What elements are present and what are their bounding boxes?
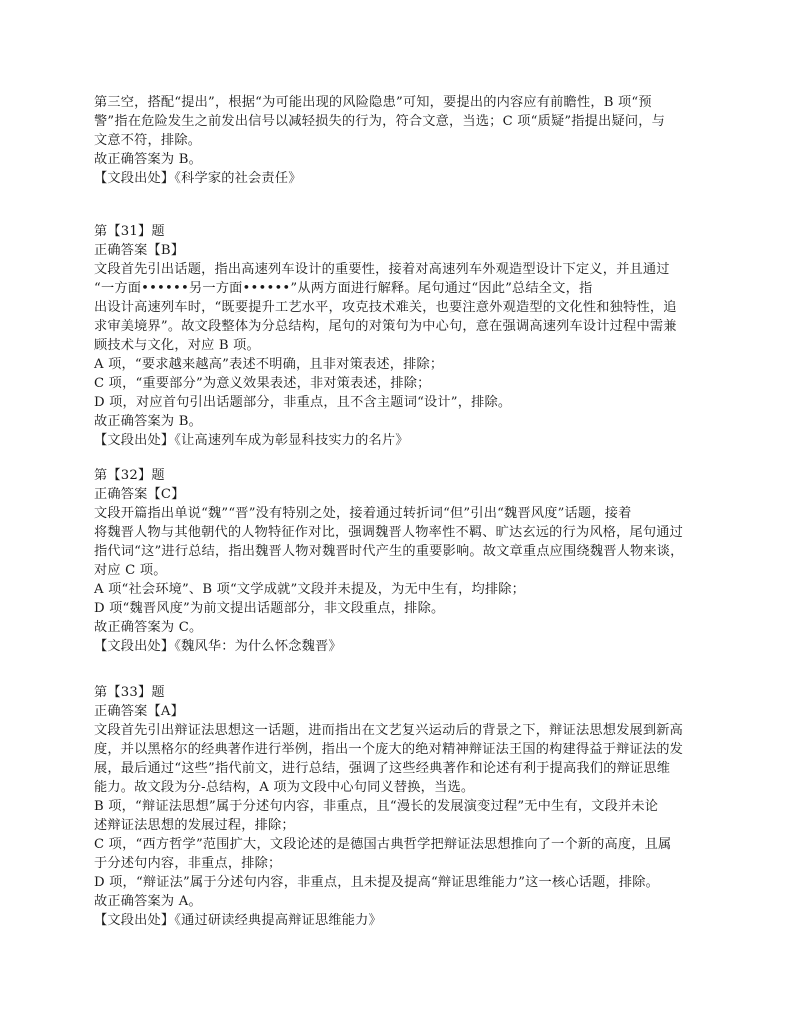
text-line: D 项“魏晋风度”为前文提出话题部分，非文段重点，排除。 <box>94 601 445 616</box>
text-line: 对应 C 项。 <box>94 563 167 578</box>
text-line: C 项，“西方哲学”范围扩大，文段论述的是德国古典哲学把辩证法思想推向了一个新的高度，且属 <box>94 837 672 852</box>
text-line: 将魏晋人物与其他朝代的人物特征作对比，强调魏晋人物率性不羁、旷达玄远的行为风格，尾句通过 <box>94 525 684 540</box>
text-line: 故正确答案为 C。 <box>94 620 203 635</box>
correct-answer: 正确答案【A】 <box>94 704 185 719</box>
text-line: A 项，“要求越来越高”表述不明确，且非对策表述，排除； <box>94 357 444 372</box>
text-line: C 项，“重要部分”为意义效果表述，非对策表述，排除； <box>94 376 431 391</box>
correct-answer: 正确答案【B】 <box>94 243 185 258</box>
text-line: 文段开篇指出单说“魏”“晋”没有特别之处，接着通过转折词“但”引出“魏晋风度”话题，接着 <box>94 506 632 521</box>
text-line: 文意不符，排除。 <box>94 133 202 148</box>
text-line: 指代词“这”进行总结，指出魏晋人物对魏晋时代产生的重要影响。故文章重点应围绕魏晋人物来谈， <box>94 544 684 559</box>
text-line: 求审美境界”。故文段整体为分总结构，尾句的对策句为中心句，意在强调高速列车设计过程中需兼 <box>94 319 677 334</box>
source-line: 【文段出处】《通过研读经典提高辩证思维能力》 <box>94 913 382 928</box>
source-line: 【文段出处】《魏风华：为什么怀念魏晋》 <box>94 639 342 654</box>
text-line: A 项“社会环境”、B 项“文学成就”文段并未提及，为无中生有，均排除； <box>94 582 526 597</box>
question-title: 第【31】题 <box>94 224 165 239</box>
section-q31 <box>94 222 714 450</box>
text-line: 故正确答案为 A。 <box>94 894 202 909</box>
text-line: 文段首先引出话题，指出高速列车设计的重要性，接着对高速列车外观造型设计下定义，并且通过 <box>94 262 670 277</box>
section-q33 <box>94 683 714 930</box>
text-line: 故正确答案为 B。 <box>94 414 202 429</box>
text-line: 能力。故文段为分-总结构，A 项为文段中心句同义替换，当选。 <box>94 780 475 795</box>
text-line: 警”指在危险发生之前发出信号以减轻损失的行为，符合文意，当选；C 项“质疑”指提出疑问，与 <box>94 114 666 129</box>
source-line: 【文段出处】《科学家的社会责任》 <box>94 171 302 186</box>
text-line: D 项，“辩证法”属于分述句内容，非重点，且未提及提高“辩证思维能力”这一核心话题，排除。 <box>94 875 660 890</box>
text-line: B 项，“辩证法思想”属于分述句内容，非重点，且“漫长的发展演变过程”无中生有，文段并未论 <box>94 799 659 814</box>
text-line: 度，并以黑格尔的经典著作进行举例，指出一个庞大的绝对精神辩证法王国的构建得益于辩证法的发 <box>94 742 684 757</box>
question-title: 第【32】题 <box>94 468 165 483</box>
question-title: 第【33】题 <box>94 685 165 700</box>
text-line: 第三空，搭配“提出”，根据“为可能出现的风险隐患”可知，要提出的内容应有前瞻性，B 项“预 <box>94 95 652 110</box>
text-line: 述辩证法思想的发展过程，排除； <box>94 818 295 833</box>
source-line: 【文段出处】《让高速列车成为彰显科技实力的名片》 <box>94 433 409 448</box>
text-line: 于分述句内容，非重点，排除； <box>94 856 282 871</box>
text-line: 顾技术与文化，对应 B 项。 <box>94 338 260 353</box>
text-line: D 项，对应首句引出话题部分，非重点，且不含主题词“设计”，排除。 <box>94 395 512 410</box>
text-line: “一方面••••••另一方面••••••”从两方面进行解释。尾句通过“因此”总结全文，指 <box>94 281 593 296</box>
text-line: 文段首先引出辩证法思想这一话题，进而指出在文艺复兴运动后的背景之下，辩证法思想发展到新高 <box>94 723 684 738</box>
section-q32 <box>94 466 714 656</box>
text-line: 展，最后通过“这些”指代前文，进行总结，强调了这些经典著作和论述有利于提高我们的辩证思维 <box>94 761 671 776</box>
text-line: 出设计高速列车时，“既要提升工艺水平，攻克技术难关，也要注意外观造型的文化性和独特性，追 <box>94 300 677 315</box>
section-q30-continuation <box>94 93 714 188</box>
text-line: 故正确答案为 B。 <box>94 152 202 167</box>
correct-answer: 正确答案【C】 <box>94 487 185 502</box>
